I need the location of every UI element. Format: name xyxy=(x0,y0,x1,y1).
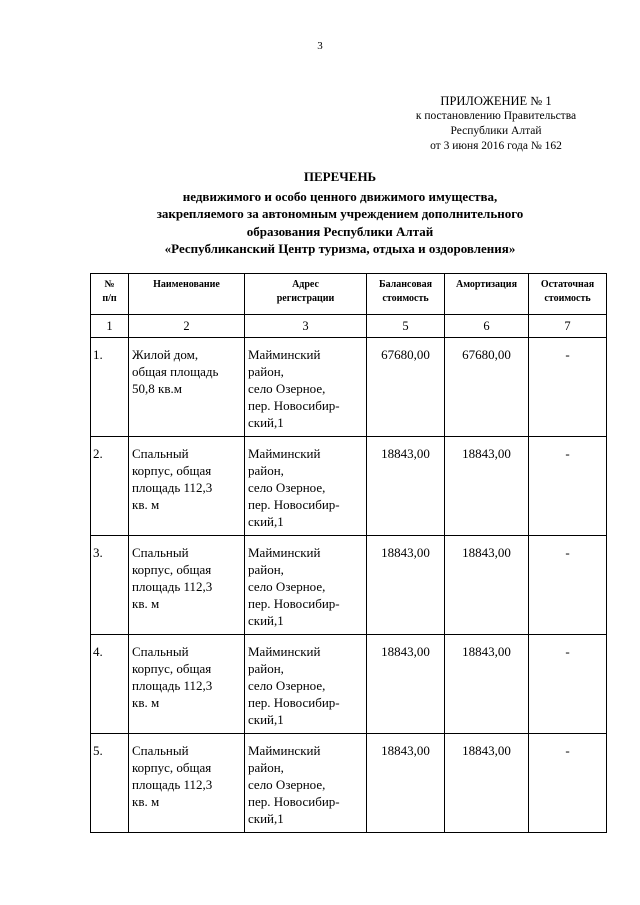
column-number: 2 xyxy=(129,315,245,338)
item-name-line: 50,8 кв.м xyxy=(132,381,182,396)
row-number: 2. xyxy=(91,437,129,536)
residual-value: - xyxy=(529,536,607,635)
item-address xyxy=(245,635,367,734)
row-number: 3. xyxy=(91,536,129,635)
item-address-line: район, xyxy=(248,661,284,676)
item-name-line: Спальный xyxy=(132,743,189,758)
item-name xyxy=(129,437,245,536)
item-address-line: район, xyxy=(248,760,284,775)
row-number: 4. xyxy=(91,635,129,734)
amortization-value: 18843,00 xyxy=(445,437,529,536)
header-number: № п/п xyxy=(91,274,129,315)
item-name-line: общая площадь xyxy=(132,364,219,379)
item-address-line: село Озерное, xyxy=(248,579,326,594)
item-name-line: Жилой дом, xyxy=(132,347,199,362)
header-name: Наименование xyxy=(129,274,245,315)
row-number: 5. xyxy=(91,734,129,833)
title-line-2: недвижимого и особо ценного движимого имущества, xyxy=(182,188,498,204)
item-address xyxy=(245,437,367,536)
balance-value: 18843,00 xyxy=(367,635,445,734)
item-name-line: кв. м xyxy=(132,497,160,512)
item-address-line: Майминский xyxy=(248,644,321,659)
residual-value: - xyxy=(529,734,607,833)
column-number: 5 xyxy=(367,315,445,338)
annex-line-1: к постановлению Правительства xyxy=(415,110,577,122)
item-name-line: площадь 112,3 xyxy=(132,777,213,792)
item-address-line: ский,1 xyxy=(248,613,284,628)
header-residual: Остаточная стоимость xyxy=(529,274,607,315)
item-name-line: корпус, общая xyxy=(132,760,212,775)
document-title xyxy=(100,168,580,258)
item-name-line: корпус, общая xyxy=(132,463,212,478)
title-line-3: закрепляемого за автономным учреждением дополнительного xyxy=(156,206,524,221)
amortization-value: 67680,00 xyxy=(445,338,529,437)
balance-value: 18843,00 xyxy=(367,734,445,833)
header-balance: Балансовая стоимость xyxy=(367,274,445,315)
balance-value: 67680,00 xyxy=(367,338,445,437)
item-address-line: район, xyxy=(248,463,284,478)
item-name xyxy=(129,734,245,833)
item-address-line: район, xyxy=(248,562,284,577)
item-address xyxy=(245,536,367,635)
item-address-line: ский,1 xyxy=(248,811,284,826)
item-address-line: ский,1 xyxy=(248,712,284,727)
item-address-line: пер. Новосибир- xyxy=(248,695,340,710)
annex-heading: ПРИЛОЖЕНИЕ № 1 xyxy=(440,94,552,108)
title-line-4: образования Республики Алтай xyxy=(246,223,434,239)
item-name-line: площадь 112,3 xyxy=(132,579,213,594)
item-address xyxy=(245,734,367,833)
item-name-line: Спальный xyxy=(132,446,189,461)
item-address-line: пер. Новосибир- xyxy=(248,596,340,611)
item-address-line: пер. Новосибир- xyxy=(248,794,340,809)
item-name-line: площадь 112,3 xyxy=(132,480,213,495)
item-address-line: Майминский xyxy=(248,743,321,758)
column-number: 6 xyxy=(445,315,529,338)
header-amortization: Амортизация xyxy=(445,274,529,315)
amortization-value: 18843,00 xyxy=(445,734,529,833)
title-line-5: «Республиканский Центр туризма, отдыха и оздоровления» xyxy=(164,241,516,256)
column-numbers-row xyxy=(91,315,607,338)
item-name-line: кв. м xyxy=(132,596,160,611)
balance-value: 18843,00 xyxy=(367,437,445,536)
item-name-line: Спальный xyxy=(132,545,189,560)
table-row xyxy=(91,536,607,635)
column-number: 7 xyxy=(529,315,607,338)
item-name-line: кв. м xyxy=(132,695,160,710)
residual-value: - xyxy=(529,437,607,536)
table-row xyxy=(91,338,607,437)
column-number: 3 xyxy=(245,315,367,338)
row-number: 1. xyxy=(91,338,129,437)
item-name xyxy=(129,635,245,734)
item-address-line: Майминский xyxy=(248,446,321,461)
amortization-value: 18843,00 xyxy=(445,635,529,734)
item-name xyxy=(129,338,245,437)
item-address-line: район, xyxy=(248,364,284,379)
item-name-line: корпус, общая xyxy=(132,562,212,577)
item-name-line: Спальный xyxy=(132,644,189,659)
column-number: 1 xyxy=(91,315,129,338)
item-address-line: село Озерное, xyxy=(248,777,326,792)
item-address-line: Майминский xyxy=(248,347,321,362)
item-address-line: село Озерное, xyxy=(248,480,326,495)
page-number: 3 xyxy=(317,40,323,52)
table-row xyxy=(91,635,607,734)
item-name-line: площадь 112,3 xyxy=(132,678,213,693)
table-row xyxy=(91,437,607,536)
table-row xyxy=(91,734,607,833)
item-address-line: пер. Новосибир- xyxy=(248,398,340,413)
annex-line-3: от 3 июня 2016 года № 162 xyxy=(430,140,562,152)
title-line-1: ПЕРЕЧЕНЬ xyxy=(303,169,377,184)
item-name xyxy=(129,536,245,635)
residual-value: - xyxy=(529,635,607,734)
item-address-line: пер. Новосибир- xyxy=(248,497,340,512)
item-address xyxy=(245,338,367,437)
item-address-line: ский,1 xyxy=(248,415,284,430)
annex-line-2: Республики Алтай xyxy=(450,125,542,137)
item-address-line: ский,1 xyxy=(248,514,284,529)
item-address-line: Майминский xyxy=(248,545,321,560)
residual-value: - xyxy=(529,338,607,437)
item-name-line: кв. м xyxy=(132,794,160,809)
balance-value: 18843,00 xyxy=(367,536,445,635)
property-table xyxy=(90,273,607,833)
item-address-line: село Озерное, xyxy=(248,381,326,396)
header-address: Адрес регистрации xyxy=(245,274,367,315)
item-address-line: село Озерное, xyxy=(248,678,326,693)
item-name-line: корпус, общая xyxy=(132,661,212,676)
annex-block xyxy=(398,94,594,154)
amortization-value: 18843,00 xyxy=(445,536,529,635)
